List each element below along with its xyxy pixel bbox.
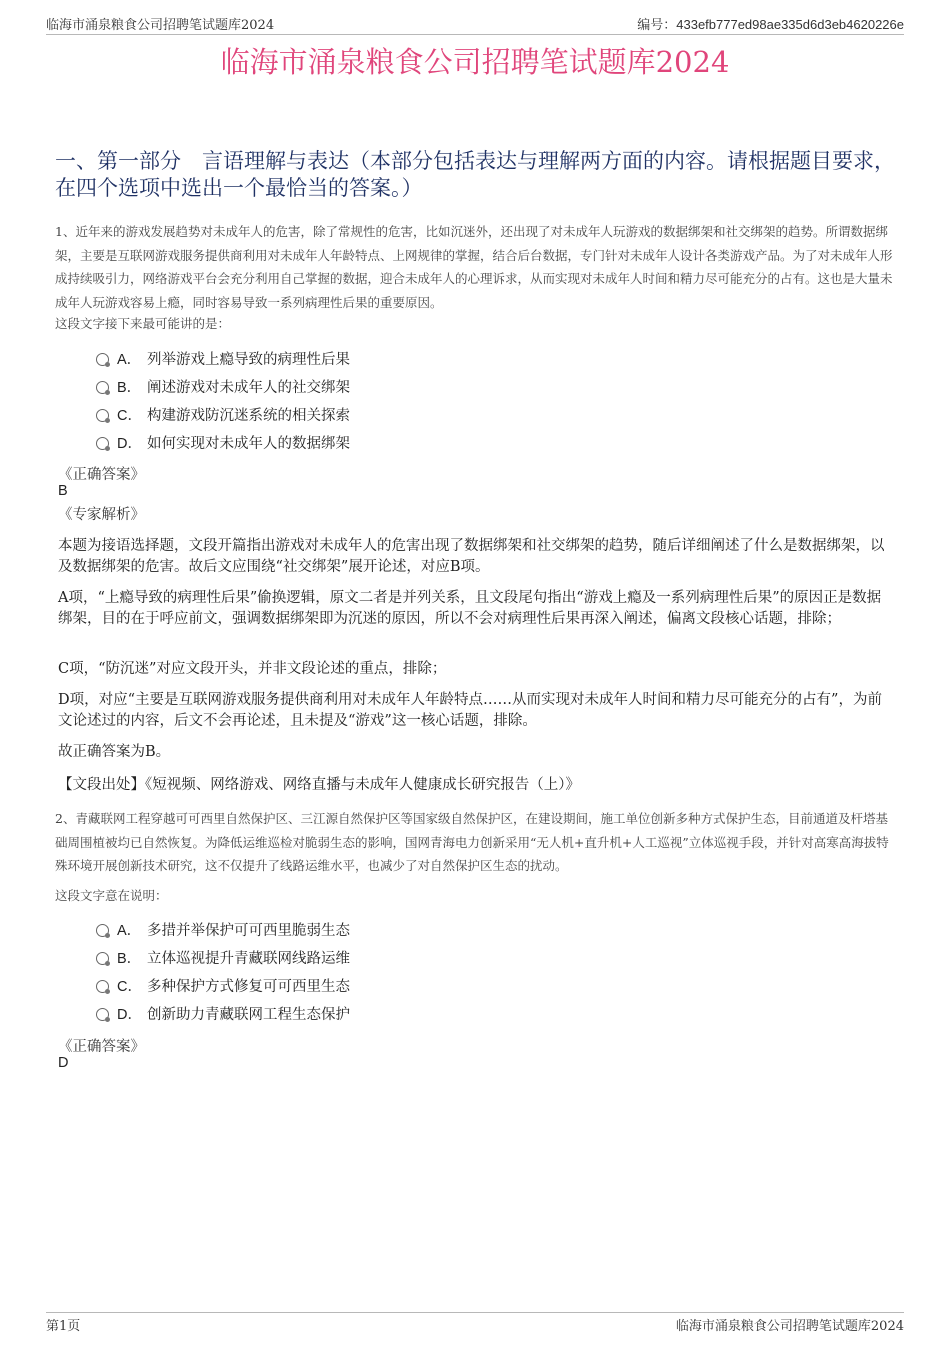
question-1-prompt: 这段文字接下来最可能讲的是： — [55, 316, 231, 331]
section-heading: 一、第一部分 言语理解与表达（本部分包括表达与理解两方面的内容。请根据题目要求，在四个选项中选出一个最恰当的答案。） — [55, 149, 895, 200]
answer-value: D — [58, 1055, 69, 1071]
analysis-paragraph: 本题为接语选择题，文段开篇指出游戏对未成年人的危害出现了数据绑架和社交绑架的趋势，随后详细阐述了什么是数据绑架，以及数据绑架的危害。故后文应围绕“社交绑架”展开论述，对应B项。 — [58, 538, 885, 575]
option-a[interactable]: A． 多措并举保护可可西里脆弱生态 — [96, 917, 350, 945]
question-2-text: 2、青藏联网工程穿越可可西里自然保护区、三江源自然保护区等国家级自然保护区，在建设期间，施工单位创新多种方式保护生态，目前通道及杆塔基础周围植被均已自然恢复。为降低运维巡检对脆弱生态的影响，国网青海电力创新采用“无人机+直升机+人工巡视”立体巡视手段，并针对高寒高海拔特殊环境开展创新技术研究，这不仅提升了线路运维水平，也减少了对自然保护区生态的扰动。 — [55, 811, 889, 873]
answer-value: B — [58, 483, 68, 499]
radio-icon[interactable] — [96, 980, 109, 993]
option-b[interactable]: B． 阐述游戏对未成年人的社交绑架 — [96, 374, 350, 402]
radio-icon[interactable] — [96, 381, 109, 394]
footer-title: 临海市涌泉粮食公司招聘笔试题库2024 — [675, 1319, 904, 1334]
radio-icon[interactable] — [96, 924, 109, 937]
question-1-options — [96, 346, 350, 458]
radio-icon[interactable] — [96, 353, 109, 366]
radio-icon[interactable] — [96, 409, 109, 422]
source-citation: 【文段出处】《短视频、网络游戏、网络直播与未成年人健康成长研究报告（上）》 — [58, 777, 580, 793]
option-d[interactable]: D． 如何实现对未成年人的数据绑架 — [96, 430, 350, 458]
analysis-label: 《专家解析》 — [58, 507, 145, 523]
header-title: 临海市涌泉粮食公司招聘笔试题库2024 — [46, 18, 275, 33]
analysis-paragraph: C项，“防沉迷”对应文段开头，并非文段论述的重点，排除； — [58, 661, 447, 677]
answer-label: 《正确答案》 — [58, 1039, 145, 1055]
page-number: 第1页 — [46, 1319, 81, 1334]
page-header — [46, 14, 904, 35]
radio-icon[interactable] — [96, 952, 109, 965]
analysis-paragraph: D项，对应“主要是互联网游戏服务提供商利用对未成年人年龄特点……从而实现对未成年人时间和精力尽可能充分的占有”，为前文论述过的内容，后文不会再论述，且未提及“游戏”这一核心话题，排除。 — [58, 692, 882, 729]
analysis-paragraph: 故正确答案为B。 — [58, 744, 171, 760]
analysis-paragraph: A项，“上瘾导致的病理性后果”偷换逻辑，原文二者是并列关系，且文段尾句指出“游戏上瘾及一系列病理性后果”的原因正是数据绑架，目的在于呼应前文，强调数据绑架即为沉迷的原因，所以不会对病理性后果再深入阐述，偏离文段核心话题，排除； — [58, 590, 882, 627]
option-b[interactable]: B． 立体巡视提升青藏联网线路运维 — [96, 945, 350, 973]
option-c[interactable]: C． 构建游戏防沉迷系统的相关探索 — [96, 402, 350, 430]
radio-icon[interactable] — [96, 1008, 109, 1021]
page-footer — [46, 1312, 904, 1333]
radio-icon[interactable] — [96, 437, 109, 450]
answer-label: 《正确答案》 — [58, 467, 145, 483]
question-2-options — [96, 917, 350, 1029]
document-title: 临海市涌泉粮食公司招聘笔试题库2024 — [220, 45, 730, 79]
document-id: 编号：433efb777ed98ae335d6d3eb4620226e — [637, 17, 904, 32]
option-d[interactable]: D． 创新助力青藏联网工程生态保护 — [96, 1001, 350, 1029]
question-1-text: 1、近年来的游戏发展趋势对未成年人的危害，除了常规性的危害，比如沉迷外，还出现了对未成年人玩游戏的数据绑架和社交绑架的趋势。所谓数据绑架，主要是互联网游戏服务提供商利用对未成年人年龄特点、上网规律的掌握，结合后台数据，专门针对未成年人设计各类游戏产品。为了对未成年人形成持续吸引力，网络游戏平台会充分利用自己掌握的数据，迎合未成年人的心理诉求，从而实现对未成年人时间和精力尽可能充分的占有。这也是大量未成年人玩游戏容易上瘾，同时容易导致一系列病理性后果的重要原因。 — [55, 224, 893, 310]
option-c[interactable]: C． 多种保护方式修复可可西里生态 — [96, 973, 350, 1001]
option-a[interactable]: A． 列举游戏上瘾导致的病理性后果 — [96, 346, 350, 374]
question-2-prompt: 这段文字意在说明： — [55, 888, 168, 903]
